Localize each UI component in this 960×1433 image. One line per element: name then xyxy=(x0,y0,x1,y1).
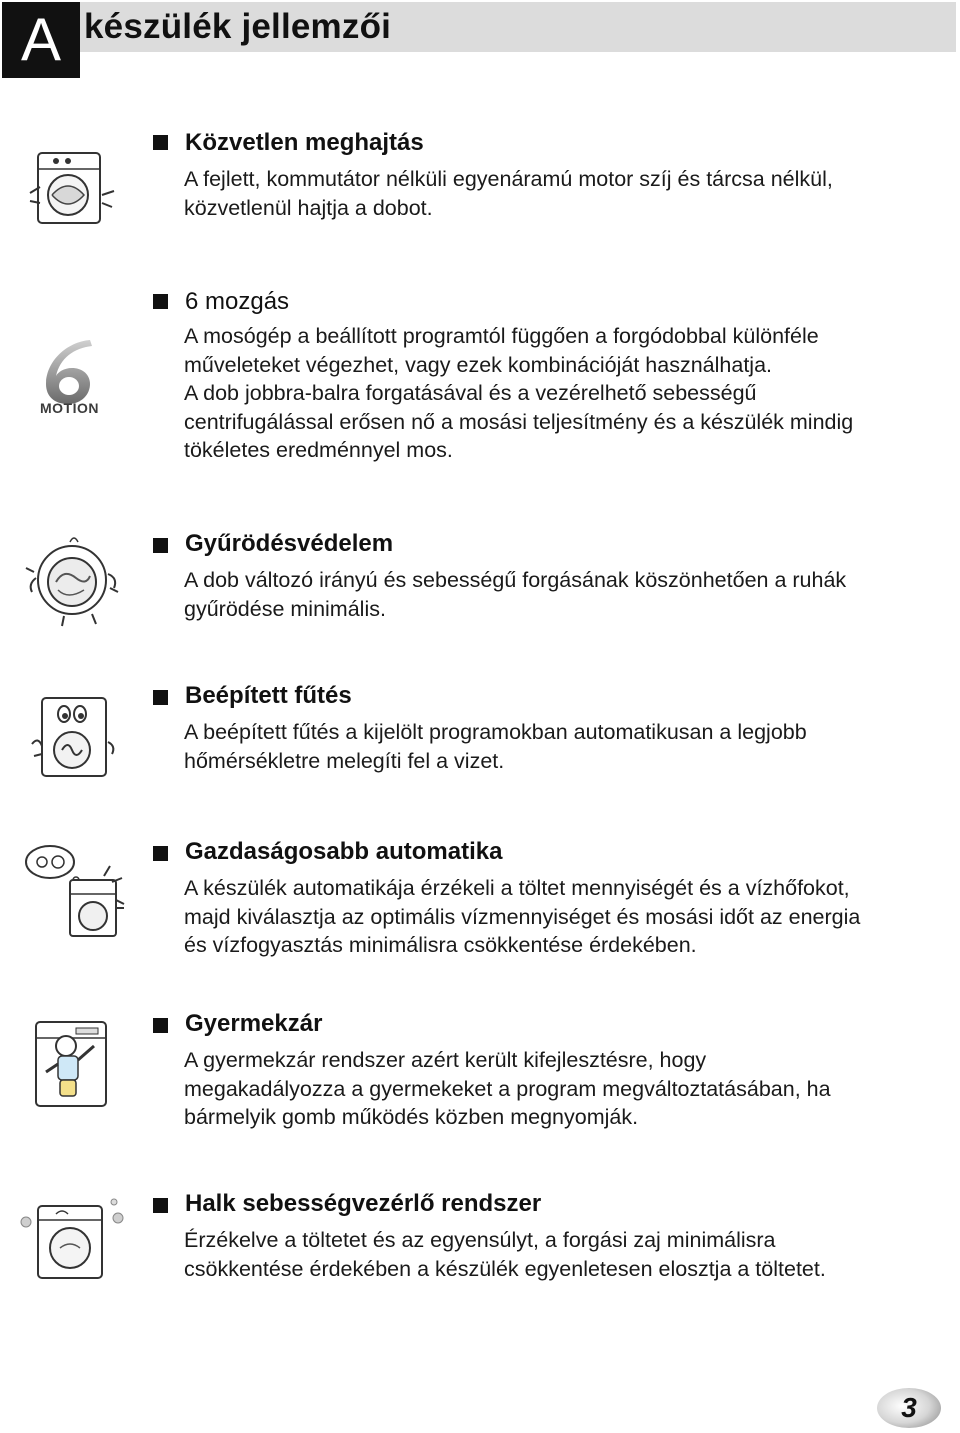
feature-description xyxy=(184,718,944,775)
description-line: hőmérsékletre melegíti fel a vizet. xyxy=(184,748,505,773)
description-line: A mosógép a beállított programtól függően a forgódobbal különféle xyxy=(184,324,819,348)
bullet-square xyxy=(153,294,168,309)
description-line: megakadályozza a gyermekeket a program megváltoztatásában, ha xyxy=(184,1076,831,1101)
feature-title: Gyűrödésvédelem xyxy=(185,530,394,557)
description-line: csökkentése érdekében a készülék egyenletesen elosztja a töltetet. xyxy=(184,1256,826,1281)
description-line: műveleteket végezhet, vagy ezek kombinációját használhatja. xyxy=(184,352,773,377)
description-line: A dob jobbra-balra forgatásával és a vezérelhető sebességű xyxy=(184,381,757,406)
bullet-square xyxy=(153,538,168,553)
page-title: készülék jellemzői xyxy=(84,7,392,46)
description-line: gyűrödése minimális. xyxy=(184,596,386,621)
description-line: centrifugálással erősen nő a mosási teljesítmény és a készülék mindig xyxy=(184,409,854,434)
feature-description xyxy=(184,566,944,623)
feature-title: 6 mozgás xyxy=(185,288,290,315)
description-line: bármelyik gomb működés közben megnyomják. xyxy=(184,1105,639,1130)
description-line: Érzékelve a töltetet és az egyensúlyt, a forgási zaj minimálisra xyxy=(184,1228,776,1252)
feature-description xyxy=(184,322,944,465)
bullet-square xyxy=(153,846,168,861)
description-line: A beépített fűtés a kijelölt programokban automatikusan a legjobb xyxy=(184,720,807,744)
description-line: és vízfogyasztás minimálisra csökkentése érdekében. xyxy=(184,933,697,958)
direct-drive-washer-icon xyxy=(16,135,126,245)
bullet-square xyxy=(153,135,168,150)
heating-washer-icon xyxy=(16,684,126,794)
bullet-square xyxy=(153,690,168,705)
description-line: majd kiválasztja az optimális vízmennyiséget és mosási időt az energia xyxy=(184,904,861,929)
page-number: 3 xyxy=(901,1392,917,1423)
bullet-square xyxy=(153,1018,168,1033)
description-line: tökéletes eredménnyel mos. xyxy=(184,438,453,463)
description-line: A készülék automatikája érzékeli a töltet mennyiségét és a vízhőfokot, xyxy=(184,876,850,900)
feature-title: Gyermekzár xyxy=(185,1010,323,1037)
bullet-square xyxy=(153,1198,168,1213)
feature-title: Beépített fűtés xyxy=(185,682,352,709)
page-number-badge xyxy=(876,1386,942,1430)
description-line: A fejlett, kommutátor nélküli egyenáramú motor szíj és tárcsa nélkül, xyxy=(184,167,833,191)
description-line: A dob változó irányú és sebességű forgásának köszönhetően a ruhák xyxy=(184,568,847,592)
description-line: közvetlenül hajtja a dobot. xyxy=(184,195,433,220)
feature-title: Gazdaságosabb automatika xyxy=(185,838,503,865)
feature-description xyxy=(184,1226,944,1283)
section-letter-box xyxy=(2,2,80,78)
description-line: A gyermekzár rendszer azért került kifejlesztésre, hogy xyxy=(184,1048,707,1072)
smart-washer-icon xyxy=(16,836,126,946)
child-lock-icon xyxy=(16,1008,126,1118)
feature-title: Halk sebességvezérlő rendszer xyxy=(185,1190,542,1217)
motion-logo-text: MOTION xyxy=(40,400,99,416)
feature-description xyxy=(184,1046,944,1132)
six-motion-logo-icon xyxy=(16,332,126,442)
section-letter: A xyxy=(20,6,62,73)
feature-description xyxy=(184,874,944,960)
feature-description xyxy=(184,165,944,222)
page-header xyxy=(0,0,960,80)
quiet-washer-icon xyxy=(16,1188,126,1298)
rotating-drum-icon xyxy=(16,528,126,638)
feature-title: Közvetlen meghajtás xyxy=(185,129,424,156)
